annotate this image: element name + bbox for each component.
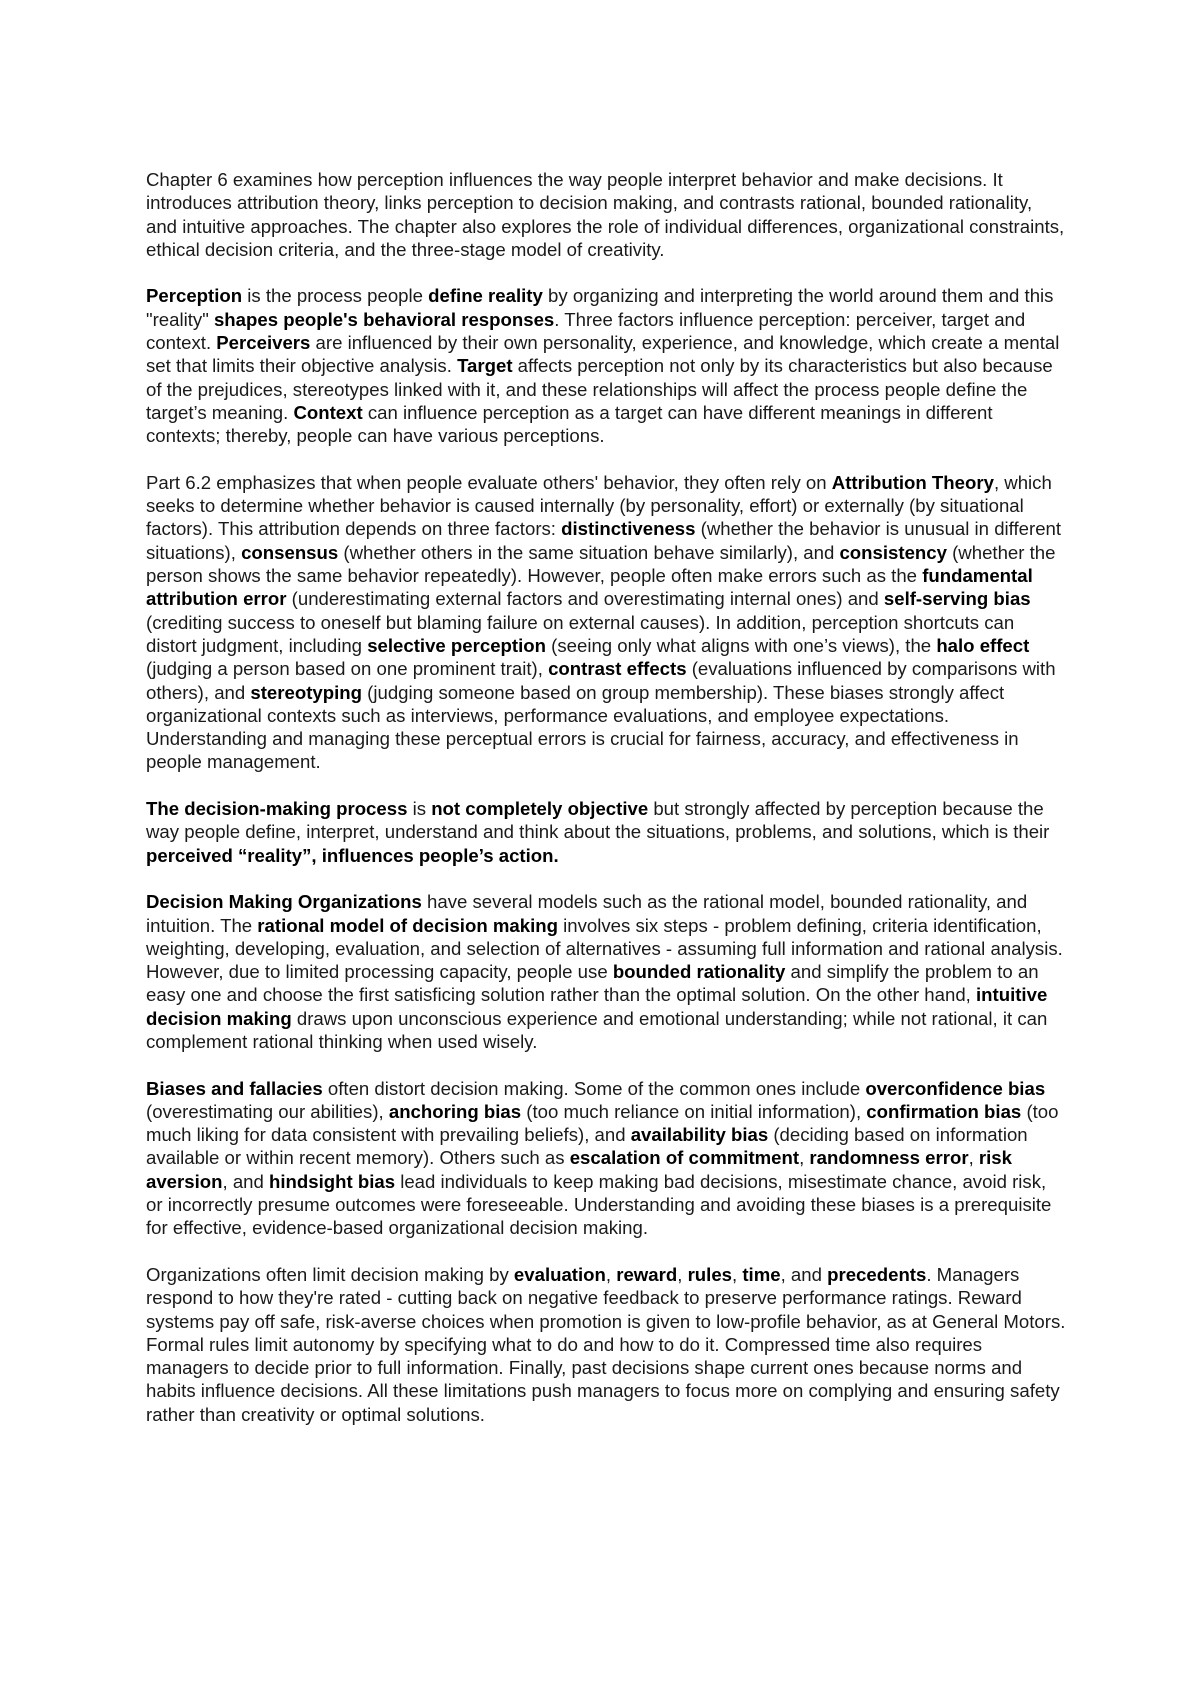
bold-term: Perceivers — [216, 332, 311, 354]
bold-term: Target — [457, 355, 513, 377]
text-run: , and — [222, 1170, 270, 1192]
bold-term: escalation of commitment — [569, 1147, 800, 1169]
text-run: (seeing only what aligns with one’s views), the — [545, 634, 937, 656]
bold-term: rational model of decision making — [257, 914, 558, 936]
text-run: (judging someone based on group membership). These biases strongly affect organizational contexts such as interviews, performance evaluations, and employee expectations. Understanding and managing these perceptual errors is crucial for fairness, accuracy, and effectiveness in people management. — [146, 681, 1019, 773]
bold-term: precedents — [827, 1263, 927, 1285]
bold-term: evaluation — [513, 1263, 606, 1285]
text-run: draws upon unconscious experience and emotional understanding; while not rational, it can complement rational thinking when used wisely. — [146, 1007, 1048, 1052]
bold-term: self-serving bias — [883, 588, 1031, 610]
bold-term: rules — [687, 1263, 733, 1285]
text-run: , and — [780, 1263, 828, 1285]
text-run: , — [968, 1147, 979, 1169]
text-run: (whether others in the same situation behave similarly), and — [338, 541, 840, 563]
text-run: (crediting success to oneself but blaming failure on external causes). In addition, perception shortcuts can distort judgment, including — [146, 611, 1015, 656]
text-run: . Three factors influence perception: perceiver, target and context. — [146, 308, 1026, 354]
bold-term: perceived “reality”, influences people’s action. — [146, 844, 559, 866]
text-run: have several models such as the rational model, bounded rationality, and intuition. The — [146, 891, 1028, 936]
text-run: lead individuals to keep making bad decisions, misestimate chance, avoid risk, or incorrectly presume outcomes were foreseeable. Understanding and avoiding these biases is a prerequisite for effective, evidence-based organizational decision making. — [146, 1170, 1052, 1239]
bold-term: halo effect — [936, 634, 1030, 656]
bold-term: Attribution Theory — [831, 471, 994, 493]
bold-term: intuitive decision making — [146, 984, 1048, 1029]
bold-term: confirmation bias — [866, 1100, 1022, 1122]
bold-term: risk aversion — [146, 1147, 1012, 1192]
text-run: . Managers respond to how they're rated - cutting back on negative feedback to preserve performance ratings. Reward systems pay off safe, risk-averse choices when promotion is given to low-profile behavior, as at General Motors. Formal rules limit autonomy by specifying what to do and how to do it. Compressed time also requires managers to decide prior to full information. Finally, past decisions shape current ones because norms and habits influence decisions. All these limitations push managers to focus more on complying and ensuring safety rather than creativity or optimal solutions. — [146, 1263, 1066, 1425]
document-page — [146, 168, 1066, 1449]
text-run: involves six steps - problem defining, criteria identification, weighting, developing, evaluation, and selection of alternatives - assuming full information and rational analysis. However, due to limited processing capacity, people use — [146, 914, 1063, 983]
paragraph-decision-making-process — [146, 797, 1066, 867]
bold-term: availability bias — [630, 1124, 769, 1146]
bold-term: define reality — [428, 285, 543, 307]
paragraph-organizational-constraints — [146, 1263, 1066, 1426]
bold-term: reward — [616, 1263, 678, 1285]
bold-term: Decision Making Organizations — [146, 891, 422, 913]
bold-term: anchoring bias — [388, 1100, 522, 1122]
text-run: , which seeks to determine whether behavior is caused internally (by personality, effort) or externally (by situational factors). This attribution depends on three factors: — [146, 471, 1052, 540]
bold-term: distinctiveness — [561, 518, 696, 540]
text-run: is the process people — [242, 285, 429, 307]
paragraph-decision-models — [146, 890, 1066, 1053]
text-run: Organizations often limit decision making by — [146, 1263, 514, 1285]
text-run: affects perception not only by its characteristics but also because of the prejudices, stereotypes linked with it, and these relationships will affect the process people define the target’s meaning. — [146, 355, 1053, 423]
paragraph-biases-fallacies — [146, 1077, 1066, 1240]
text-run: (evaluations influenced by comparisons with others), and — [146, 658, 1056, 703]
bold-term: Biases and fallacies — [146, 1077, 323, 1099]
bold-term: fundamental attribution error — [146, 565, 1033, 610]
bold-term: randomness error — [809, 1147, 969, 1169]
text-run: and simplify the problem to an easy one and choose the first satisficing solution rather than the optimal solution. On the other hand, — [146, 961, 1039, 1006]
paragraph-attribution-theory — [146, 471, 1066, 774]
bold-term: overconfidence bias — [865, 1077, 1046, 1099]
bold-term: shapes people's behavioral responses — [213, 308, 555, 330]
text-run: , — [732, 1263, 743, 1285]
text-run: is — [407, 798, 432, 820]
bold-term: time — [742, 1263, 781, 1285]
bold-term: bounded rationality — [612, 961, 786, 983]
text-run: can influence perception as a target can have different meanings in different contexts; thereby, people can have various perceptions. — [146, 401, 993, 447]
bold-term: contrast effects — [548, 658, 687, 680]
text-run: , — [605, 1263, 617, 1285]
text-run: (judging a person based on one prominent trait), — [146, 658, 549, 680]
text-run: (whether the person shows the same behavior repeatedly). However, people often make errors such as the — [146, 541, 1056, 587]
bold-term: consensus — [241, 541, 339, 563]
bold-term: Perception — [146, 285, 243, 307]
text-run: (underestimating external factors and overestimating internal ones) and — [286, 588, 884, 610]
bold-term: stereotyping — [250, 681, 362, 703]
paragraph-chapter-overview — [146, 168, 1066, 261]
text-run: Part 6.2 emphasizes that when people evaluate others' behavior, they often rely on — [146, 471, 832, 493]
text-run: (too much liking for data consistent with prevailing beliefs), and — [146, 1100, 1059, 1146]
bold-term: not completely objective — [431, 798, 649, 820]
text-run: (whether the behavior is unusual in different situations), — [146, 518, 1062, 563]
bold-term: consistency — [839, 541, 947, 563]
text-run: by organizing and interpreting the world around them and this "reality" — [146, 285, 1054, 330]
bold-term: hindsight bias — [269, 1170, 396, 1192]
bold-term: The decision-making process — [146, 798, 408, 820]
bold-term: Context — [293, 401, 363, 423]
text-run: often distort decision making. Some of the common ones include — [322, 1077, 866, 1099]
paragraph-perception — [146, 284, 1066, 447]
text-run: , — [799, 1147, 810, 1169]
bold-term: selective perception — [367, 634, 546, 656]
text-run: but strongly affected by perception because the way people define, interpret, understand and think about the situations, problems, and solutions, which is their — [146, 798, 1050, 843]
text-run: (overestimating our abilities), — [146, 1100, 389, 1122]
text-run: (deciding based on information available or within recent memory). Others such as — [146, 1124, 1028, 1169]
text-run: (too much reliance on initial information), — [521, 1100, 867, 1122]
text-run: Chapter 6 examines how perception influences the way people interpret behavior and make decisions. It introduces attribution theory, links perception to decision making, and contrasts rational, bounded rationality, and intuitive approaches. The chapter also explores the role of individual differences, organizational constraints, ethical decision criteria, and the three-stage model of creativity. — [146, 169, 1065, 260]
text-run: are influenced by their own personality, experience, and knowledge, which create a mental set that limits their objective analysis. — [146, 332, 1060, 377]
text-run: , — [677, 1263, 688, 1285]
